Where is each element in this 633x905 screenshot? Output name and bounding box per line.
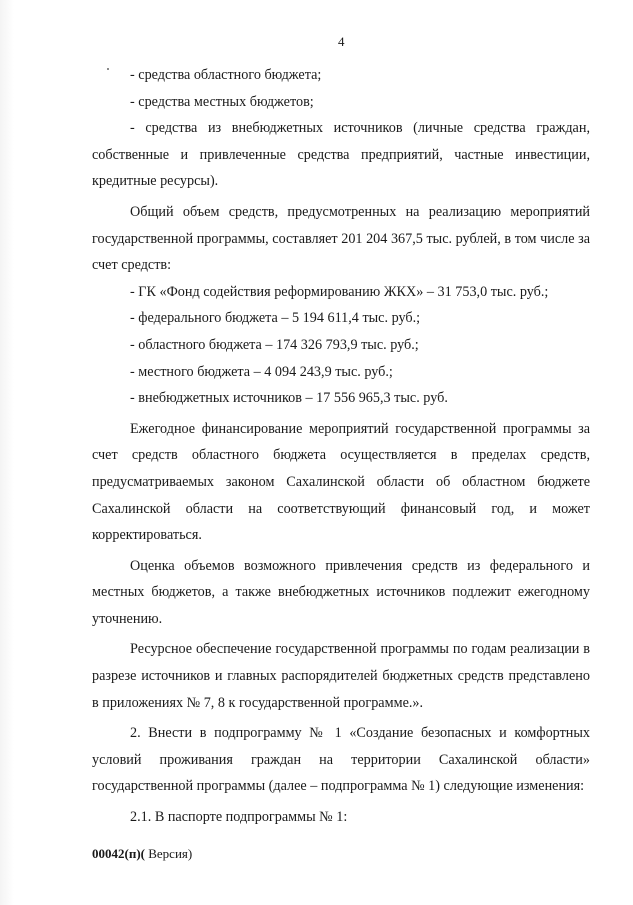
paragraph-total-volume: Общий объем средств, предусмотренных на реализацию мероприятий государственной программы, составляет 201 204 367,5 тыс. рублей, в том числе за счет средств: — [92, 203, 590, 274]
document-body — [92, 62, 590, 831]
funding-source-offbudget: - внебюджетных источников – 17 556 965,3 тыс. руб. — [130, 390, 448, 407]
funding-source-regional: - областного бюджета – 174 326 793,9 тыс. руб.; — [130, 336, 419, 353]
funding-source-federal: - федерального бюджета – 5 194 611,4 тыс. руб.; — [130, 310, 421, 327]
footer-code: 00042(п)( — [92, 846, 145, 861]
list-item-local-budgets: - средства местных бюджетов; — [130, 93, 314, 110]
funding-source-local: - местного бюджета – 4 094 243,9 тыс. руб.; — [130, 363, 393, 380]
paragraph-assessment: Оценка объемов возможного привлечения средств из федерального и местных бюджетов, а также внебюджетных источников подлежит ежегодному уточнению. — [92, 557, 590, 627]
document-footer — [92, 846, 192, 862]
paragraph-passport: 2.1. В паспорте подпрограммы № 1: — [130, 809, 348, 826]
page-number: 4 — [338, 34, 345, 49]
list-item-offbudget-sources: - средства из внебюджетных источников (личные средства граждан, собственные и привлеченные средства предприятий, частные инвестиции, кредитные ресурсы). — [92, 120, 590, 190]
scan-edge — [0, 0, 14, 905]
list-item-regional-budget: - средства областного бюджета; — [130, 67, 322, 83]
paragraph-annual-funding: Ежегодное финансирование мероприятий государственной программы за счет средств областного бюджета осуществляется в пределах средств, предусматриваемых законом Сахалинской области об областном бюджете Сахалинской области на соответствующий финансовый год, и может корректироваться. — [92, 420, 590, 544]
paragraph-amend-subprogram: 2. Внести в подпрограмму № 1 «Создание безопасных и комфортных условий проживания граждан на территории Сахалинской области» государственной программы (далее – подпрограмма № 1) следующие изменения: — [92, 725, 590, 795]
footer-version: Версия) — [144, 846, 193, 861]
funding-source-fund: - ГК «Фонд содействия реформированию ЖКХ» – 31 753,0 тыс. руб.; — [130, 283, 549, 300]
paragraph-resource-provision: Ресурсное обеспечение государственной программы по годам реализации в разрезе источников и главных распорядителей бюджетных средств представлено в приложениях № 7, 8 к государственной программе.». — [92, 641, 590, 711]
